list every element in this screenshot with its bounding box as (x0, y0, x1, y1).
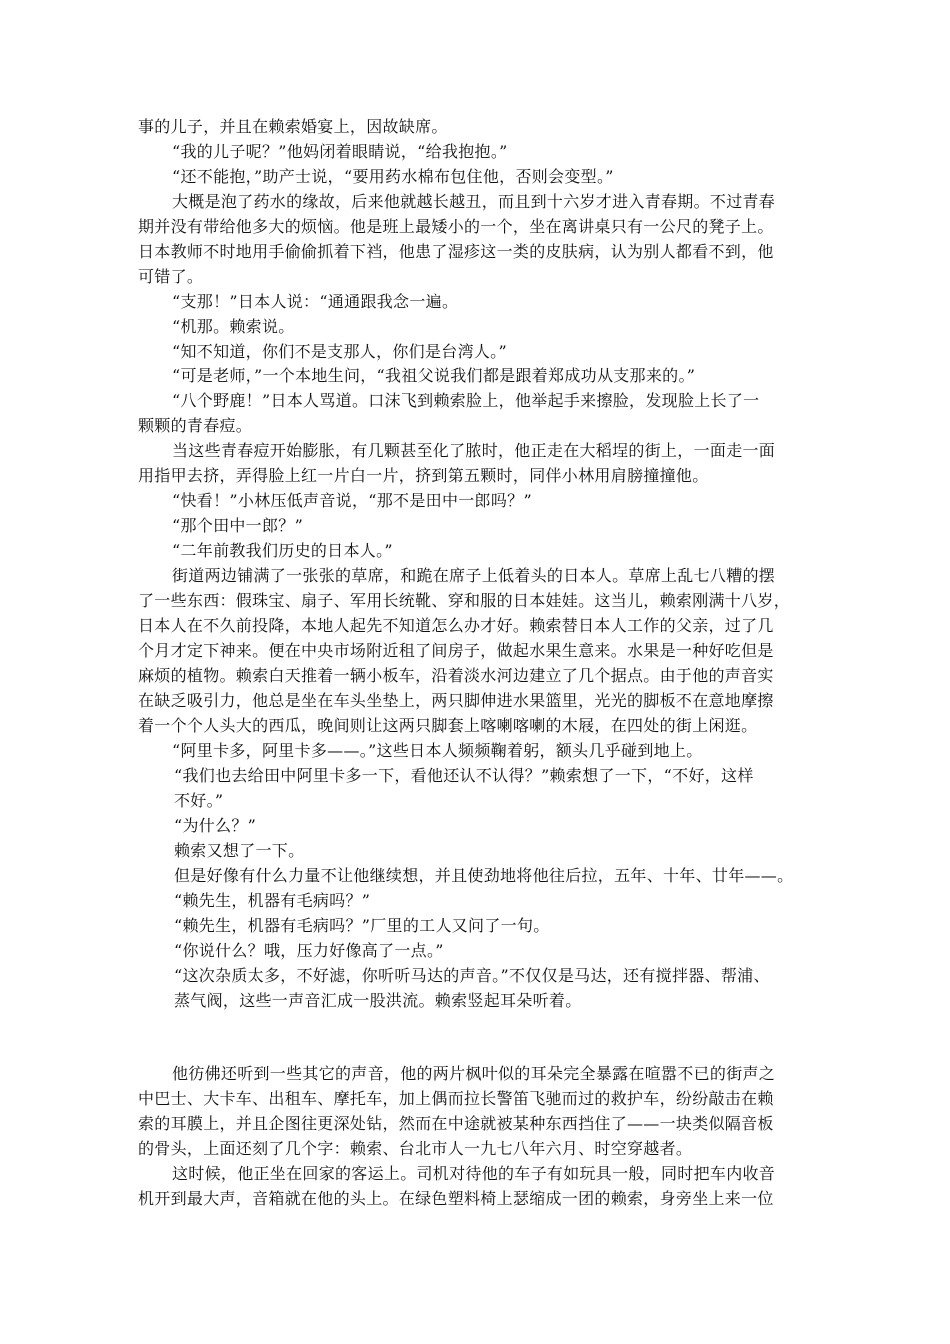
text-line: “赖先生，机器有毛病吗？” (174, 891, 371, 910)
text-line: 的骨头，上面还刻了几个字：赖索、台北市人一九七八年六月、时空穿越者。 (138, 1139, 693, 1158)
text-line: 赖索又想了一下。 (174, 841, 305, 860)
text-line: 他彷佛还听到一些其它的声音，他的两片枫叶似的耳朵完全暴露在喧嚣不已的街声之 (172, 1064, 776, 1083)
text-line: 机开到最大声，音箱就在他的头上。在绿色塑料椅上瑟缩成一团的赖索，身旁坐上来一位 (138, 1189, 774, 1208)
text-line: “阿里卡多，阿里卡多——。”这些日本人频频鞠着躬，额头几乎碰到地上。 (172, 741, 703, 760)
text-line: 事的儿子，并且在赖索婚宴上，因故缺席。 (138, 117, 448, 136)
text-line: “可是老师，”一个本地生问，“我祖父说我们都是跟着郑成功从支那来的。” (172, 366, 696, 385)
text-line: “我们也去给田中阿里卡多一下，看他还认不认得？”赖索想了一下，“不好，这样 (174, 766, 754, 785)
text-line: 不好。” (174, 791, 224, 810)
text-line: “八个野鹿！”日本人骂道。口沫飞到赖索脸上，他举起手来擦脸，发现脸上长了一 (172, 391, 760, 410)
text-line: 用指甲去挤，弄得脸上红一片白一片，挤到第五颗时，同伴小林用肩膀撞撞他。 (138, 466, 709, 485)
text-line: “你说什么？哦，压力好像高了一点。” (174, 941, 444, 960)
text-line: “那个田中一郎？” (172, 516, 304, 535)
text-line: 着一个个人头大的西瓜，晚间则让这两只脚套上喀喇喀喇的木屐，在四处的街上闲逛。 (138, 716, 758, 735)
text-line: 在缺乏吸引力，他总是坐在车头坐垫上，两只脚伸进水果篮里，光光的脚板不在意地摩擦 (138, 691, 774, 710)
text-line: 当这些青春痘开始膨胀，有几颗甚至化了脓时，他正走在大稻埕的街上，一面走一面 (172, 441, 776, 460)
text-line: “机那。赖索说。 (172, 317, 295, 336)
text-line: “还不能抱，”助产士说，“要用药水棉布包住他，否则会变型。” (172, 167, 614, 186)
text-line: “我的儿子呢？”他妈闭着眼睛说，“给我抱抱。” (172, 142, 508, 161)
text-line: 大概是泡了药水的缘故，后来他就越长越丑，而且到十六岁才进入青春期。不过青春 (172, 192, 776, 211)
text-line: 期并没有带给他多大的烦恼。他是班上最矮小的一个，坐在离讲桌只有一公尺的凳子上。 (138, 217, 774, 236)
text-line: 日本教师不时地用手偷偷抓着下裆，他患了湿疹这一类的皮肤病，认为别人都看不到，他 (138, 242, 774, 261)
text-line: “知不知道，你们不是支那人，你们是台湾人。” (172, 342, 507, 361)
text-line: “这次杂质太多，不好滤，你听听马达的声音。”不仅仅是马达，还有搅拌器、帮浦、 (174, 966, 770, 985)
text-line: “二年前教我们历史的日本人。” (172, 541, 393, 560)
text-line: “为什么？” (174, 816, 257, 835)
text-line: 中巴士、大卡车、出租车、摩托车，加上偶而拉长警笛飞驰而过的救护车，纷纷敲击在赖 (138, 1089, 774, 1108)
text-line: “支那！”日本人说：“通通跟我念一遍。 (172, 292, 459, 311)
text-line: “快看！”小林压低声音说，“那不是田中一郎吗？” (172, 491, 532, 510)
text-line: 蒸气阀，这些一声音汇成一股洪流。赖索竖起耳朵听着。 (174, 991, 582, 1010)
text-line: 索的耳膜上，并且企图往更深处钻，然而在中途就被某种东西挡住了——一块类似隔音板 (138, 1114, 774, 1133)
text-line: 但是好像有什么力量不让他继续想，并且使劲地将他往后拉，五年、十年、廿年——。 (174, 866, 794, 885)
text-line: 了一些东西：假珠宝、扇子、军用长统靴、穿和服的日本娃娃。这当儿，赖索刚满十八岁， (138, 591, 791, 610)
text-line: 街道两边铺满了一张张的草席，和跪在席子上低着头的日本人。草席上乱七八糟的摆 (172, 566, 776, 585)
text-line: 可错了。 (138, 267, 204, 286)
text-line: 麻烦的植物。赖索白天推着一辆小板车，沿着淡水河边建立了几个据点。由于他的声音实 (138, 666, 774, 685)
text-line: 这时候，他正坐在回家的客运上。司机对待他的车子有如玩具一般，同时把车内收音 (172, 1164, 776, 1183)
text-line: “赖先生，机器有毛病吗？”厂里的工人又问了一句。 (174, 916, 550, 935)
text-line: 日本人在不久前投降，本地人起先不知道怎么办才好。赖索替日本人工作的父亲，过了几 (138, 616, 774, 635)
text-line: 个月才定下神来。便在中央市场附近租了间房子，做起水果生意来。水果是一种好吃但是 (138, 641, 774, 660)
text-line: 颗颗的青春痘。 (138, 416, 253, 435)
